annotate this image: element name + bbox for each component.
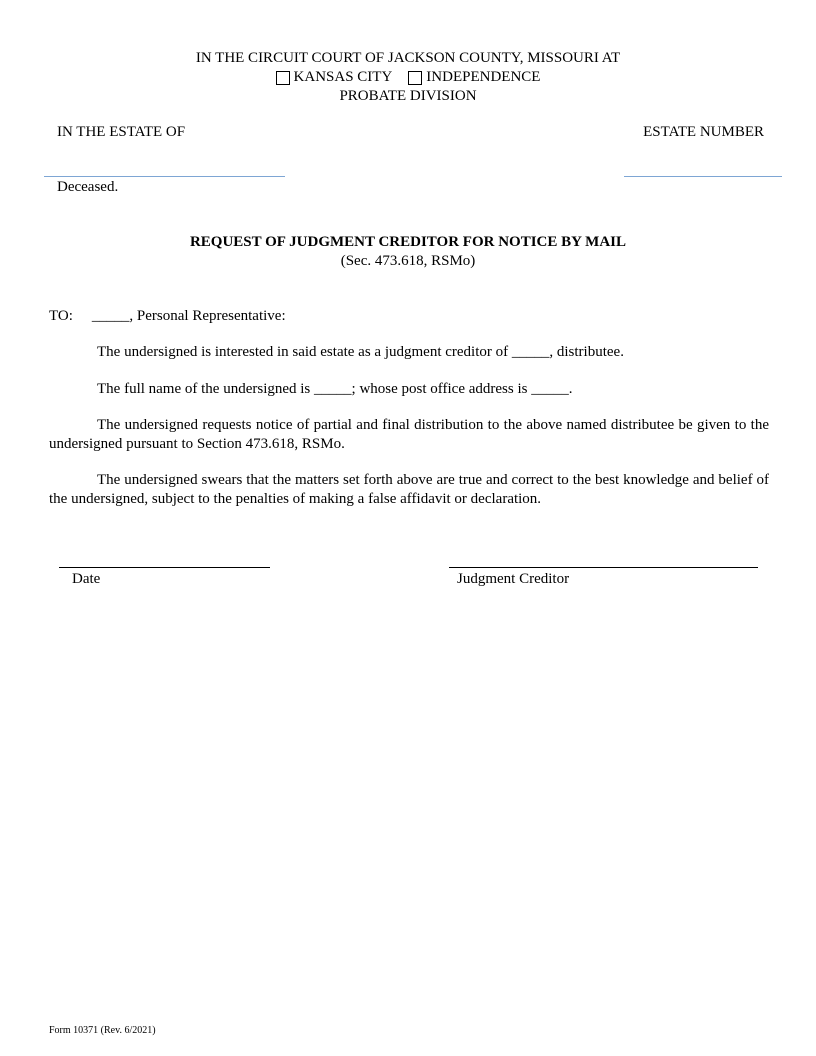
court-location-options [0, 68, 816, 87]
to-label: TO: [49, 308, 73, 324]
paragraph-interest [97, 343, 624, 362]
estate-of-label: IN THE ESTATE OF [57, 124, 186, 140]
full-name-text: The full name of the undersigned is [97, 381, 315, 397]
estate-name-field[interactable] [44, 176, 285, 177]
independence-checkbox[interactable] [408, 71, 422, 85]
division-heading: PROBATE DIVISION [339, 88, 477, 104]
paragraph-interest-end: , distributee. [549, 344, 624, 360]
paragraph-request: The undersigned requests notice of partial and final distribution to the above named distributee be given to the undersigned pursuant to Section 473.618, RSMo. [49, 417, 769, 452]
form-number: Form 10371 (Rev. 6/2021) [49, 1025, 156, 1036]
document-title [0, 233, 816, 252]
independence-option[interactable] [408, 68, 540, 87]
date-label: Date [72, 571, 101, 587]
kansas-city-option[interactable] [276, 68, 393, 87]
distributee-blank[interactable]: _____ [511, 344, 550, 360]
deceased-label: Deceased. [57, 179, 119, 195]
creditor-signature-line[interactable] [449, 567, 758, 568]
court-heading: IN THE CIRCUIT COURT OF JACKSON COUNTY, MISSOURI AT [195, 50, 621, 66]
estate-number-label: ESTATE NUMBER [643, 124, 764, 140]
creditor-label: Judgment Creditor [457, 571, 570, 587]
to-line [49, 307, 286, 326]
representative-text: , Personal Representative: [129, 308, 286, 324]
paragraph-oath: The undersigned swears that the matters set forth above are true and correct to the best knowledge and belief of the undersigned, subject to the penalties of making a false affidavit or declaration. [49, 472, 769, 507]
paragraph-interest-text: The undersigned is interested in said estate as a judgment creditor of [97, 344, 512, 360]
paragraph-name-address [97, 380, 572, 399]
estate-number-field[interactable] [624, 176, 782, 177]
kansas-city-label: KANSAS CITY [293, 69, 393, 85]
independence-label: INDEPENDENCE [426, 69, 541, 85]
address-end: . [568, 381, 573, 397]
kansas-city-checkbox[interactable] [276, 71, 290, 85]
document-title-text: REQUEST OF JUDGMENT CREDITOR FOR NOTICE BY MAIL [189, 234, 627, 250]
statute-reference: (Sec. 473.618, RSMo) [340, 253, 476, 269]
address-text: ; whose post office address is [351, 381, 532, 397]
representative-blank[interactable]: _____ [91, 308, 130, 324]
address-blank[interactable]: _____ [531, 381, 569, 397]
date-line[interactable] [59, 567, 270, 568]
full-name-blank[interactable]: _____ [314, 381, 352, 397]
